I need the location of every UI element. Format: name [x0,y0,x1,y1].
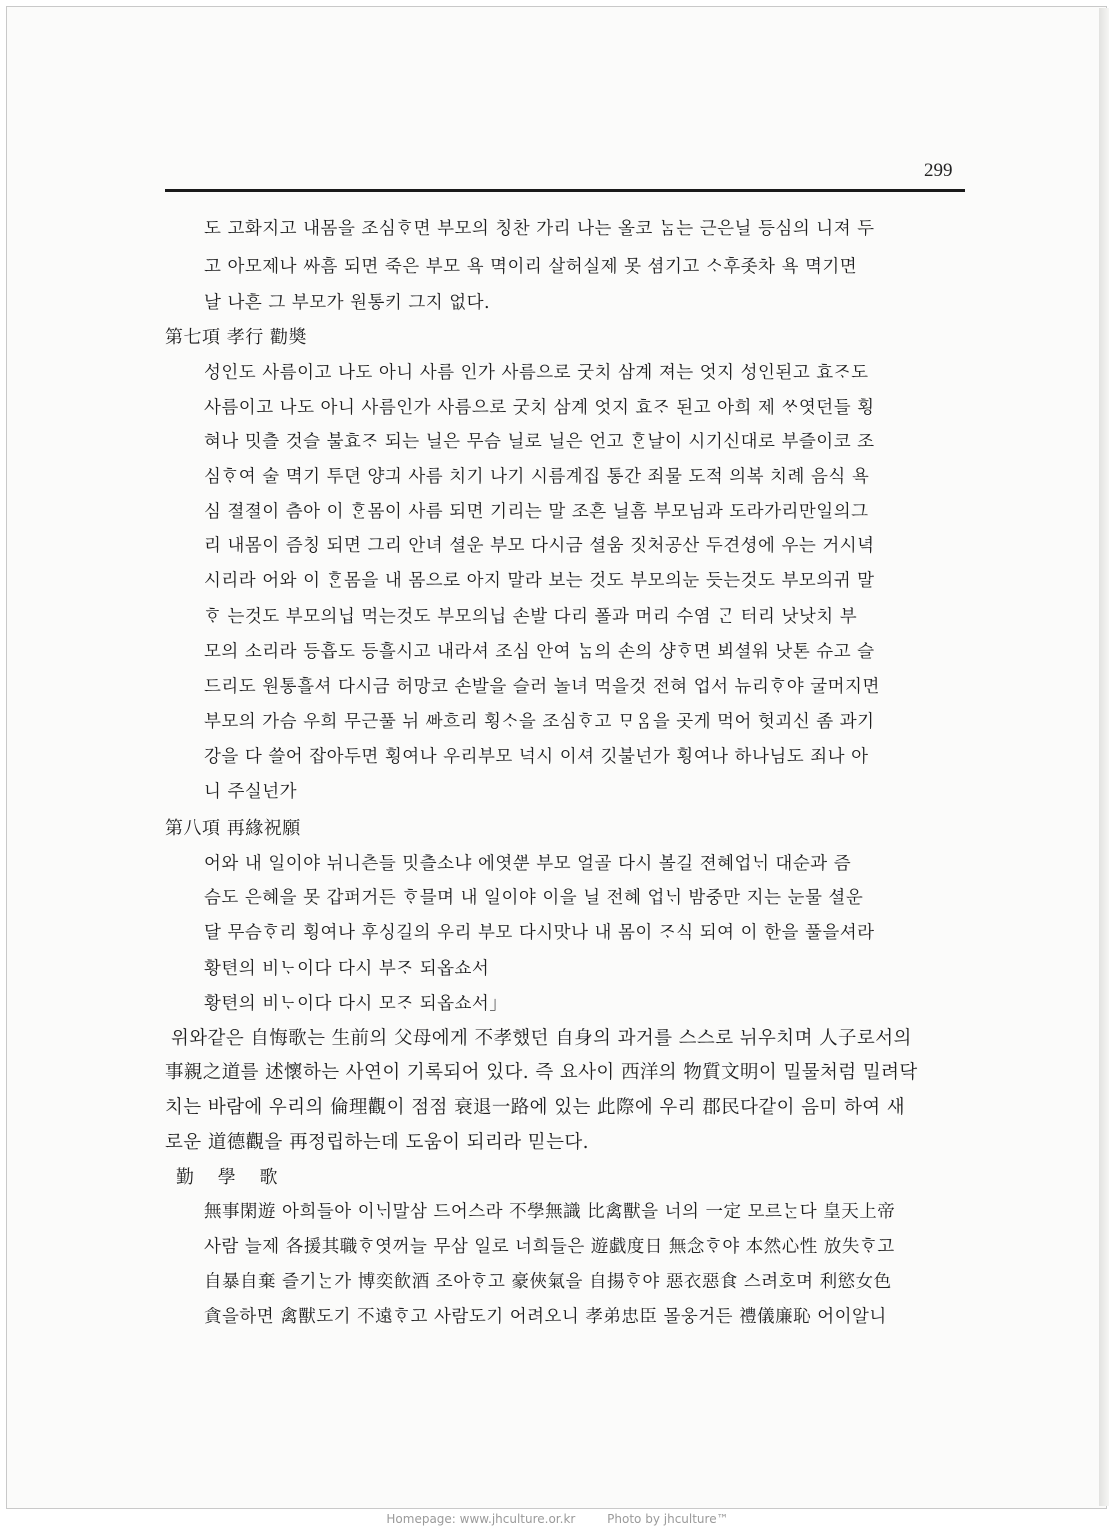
section-heading: 第七項 孝行 勸奬 [165,327,307,348]
text-line: 시리라 어와 이 ᄒᆞᆫ몸을 내 몸으로 아지 말라 보는 것도 부모의눈 듯는것도 부모의귀 말 [204,571,875,591]
header-rule [165,189,965,192]
text-line: 도 고화지고 내몸을 조심ᄒᆞ면 부모의 칭찬 가리 나는 올코 ᄂᆞᆷ는 근은닐 등심의 니져 두 [204,219,875,239]
text-line: 성인도 사름이고 나도 아니 사름 인가 사름으로 굿치 삼계 져는 엇지 성인된고 효ᄌᆞ도 [204,363,869,383]
text-line: 슴도 은혜을 못 갑퍼거든 ᄒᆞ믈며 내 일이야 이을 닐 전혜 업ᄂᆡ 밤중만 지는 눈물 셜운 [204,888,864,908]
text-line: 리 내몸이 즘칭 되면 그리 안녀 셜운 부모 다시금 셜움 짓처공산 두견셩에 우는 거시녁 [204,536,875,556]
text-line: 강을 다 쓸어 잡아두면 횡여나 우리부모 넉시 이셔 깃불넌가 횡여나 하나님도 죄나 아 [204,747,869,767]
text-line: 부모의 가슴 우희 무근풀 뉘 ᄲᅡ흐리 횡ᄉᆞ을 조심ᄒᆞ고 ᄆᆞᄋᆞᆷ을 곳게 먹어 헛괴신 좀 과기 [204,712,875,732]
text-line: 심ᄒᆞ여 술 멱기 투뎐 양긔 사름 치기 나기 시름계집 통간 죄물 도적 의복 치례 음식 욕 [204,467,870,487]
section-heading: 第八項 再緣祝願 [165,818,301,839]
commentary-line: 事親之道를 述懷하는 사연이 기록되어 있다. 즉 요사이 西洋의 物質文明이 밀물처럼 밀려닥 [165,1062,918,1083]
commentary-line: 치는 바람에 우리의 倫理觀이 점점 衰退一路에 있는 此際에 우리 郡民다같이 음미 하여 새 [165,1097,906,1118]
text-line: 사름이고 나도 아니 사름인가 사름으로 굿치 삼계 엇지 효ᄌᆞ 된고 아희 제 ᄊᆞ엿던들 횡 [204,398,875,418]
song-title: 勤 學 歌 [176,1167,287,1188]
text-line: 니 주실넌가 [204,782,298,802]
text-line: 모의 소리라 등흡도 등흘시고 내라셔 조심 안여 ᄂᆞᆷ의 손의 샹ᄒᆞ면 뵈셜워 낫톤 슈고 슬 [204,642,875,662]
text-line: 어와 내 일이야 뉘니츤들 밋츨소냐 에엿ᄲᅮᆫ 부모 얼골 다시 볼길 젼혜업ᄂᆡ 대순과 즘 [204,854,852,874]
page-edge-shadow [1099,8,1109,1506]
text-line: 사람 늘제 各援其職ᄒᆞ엿꺼늘 무삼 일로 너희들은 遊戱度日 無念ᄒᆞ야 本然心性 放失ᄒᆞ고 [204,1237,895,1257]
text-line: 혀나 밋츨 것슬 불효ᄌᆞ 되는 닐은 무슴 닐로 닐은 언고 ᄒᆞᆫ날이 시기신대로 부즐이코 조 [204,432,875,452]
text-line: 고 아모제나 싸흠 되면 죽은 부모 욕 멱이리 살허실제 못 셤기고 ᄉᆞ후좃차 욕 멱기면 [204,257,858,277]
text-line: 貪을하면 禽獸도기 不遠ᄒᆞ고 사람도기 어려오니 孝弟忠臣 몰웅거든 禮儀廉恥 어이알니 [204,1307,887,1327]
page-number: 299 [924,160,953,181]
text-line: 심 졀졀이 츰아 이 ᄒᆞᆫ몸이 사름 되면 기리는 말 조흔 닐흠 부모님과 도라가리만일의그 [204,502,869,522]
text-line: 날 나흔 그 부모가 원통키 그지 없다. [204,293,491,313]
text-line: 드리도 원통흘셔 다시금 허망코 손발을 슬러 놀녀 먹을것 전혀 업서 뉴리ᄒᆞ야 굴머지면 [204,677,880,697]
photo-credit: Photo by jhculture™ [607,1512,729,1526]
footer-credits [0,1512,1115,1526]
text-line: 황텬의 비ᄂᆞ이다 다시 모ᄌᆞ 되옵쇼서」 [204,994,508,1014]
commentary-line: 로운 道德觀을 再정립하는데 도움이 되리라 믿는다. [165,1132,589,1153]
text-line: 無事閑遊 아희들아 이ᄂᆡ말삼 드어스라 不學無識 比禽獸을 너의 一定 모르ᄂᆞᆫ다 皇天上帝 [204,1202,896,1222]
text-line: ᄒᆞ 는것도 부모의닙 먹는것도 부모의닙 손발 다리 폴과 머리 수염 ᄀᆞᆫ 터리 낫낫치 부 [204,607,858,627]
commentary-line: 위와같은 自悔歌는 生前의 父母에게 不孝했던 自身의 과거를 스스로 뉘우치며 人子로서의 [171,1028,912,1049]
text-line: 自暴自棄 즐기ᄂᆞᆫ가 博奕飮酒 조아ᄒᆞ고 豪俠氣을 自揚ᄒᆞ야 惡衣惡食 스려호며 利慾女色 [204,1272,892,1292]
text-line: 황텬의 비ᄂᆞ이다 다시 부ᄌᆞ 되옵쇼서 [204,959,490,979]
homepage-link[interactable]: Homepage: www.jhculture.or.kr [386,1512,576,1526]
text-line: 달 무슴ᄒᆞ리 횡여나 후싱길의 우리 부모 다시맛나 내 몸이 ᄌᆞ식 되여 이 한을 풀을셔라 [204,923,875,943]
